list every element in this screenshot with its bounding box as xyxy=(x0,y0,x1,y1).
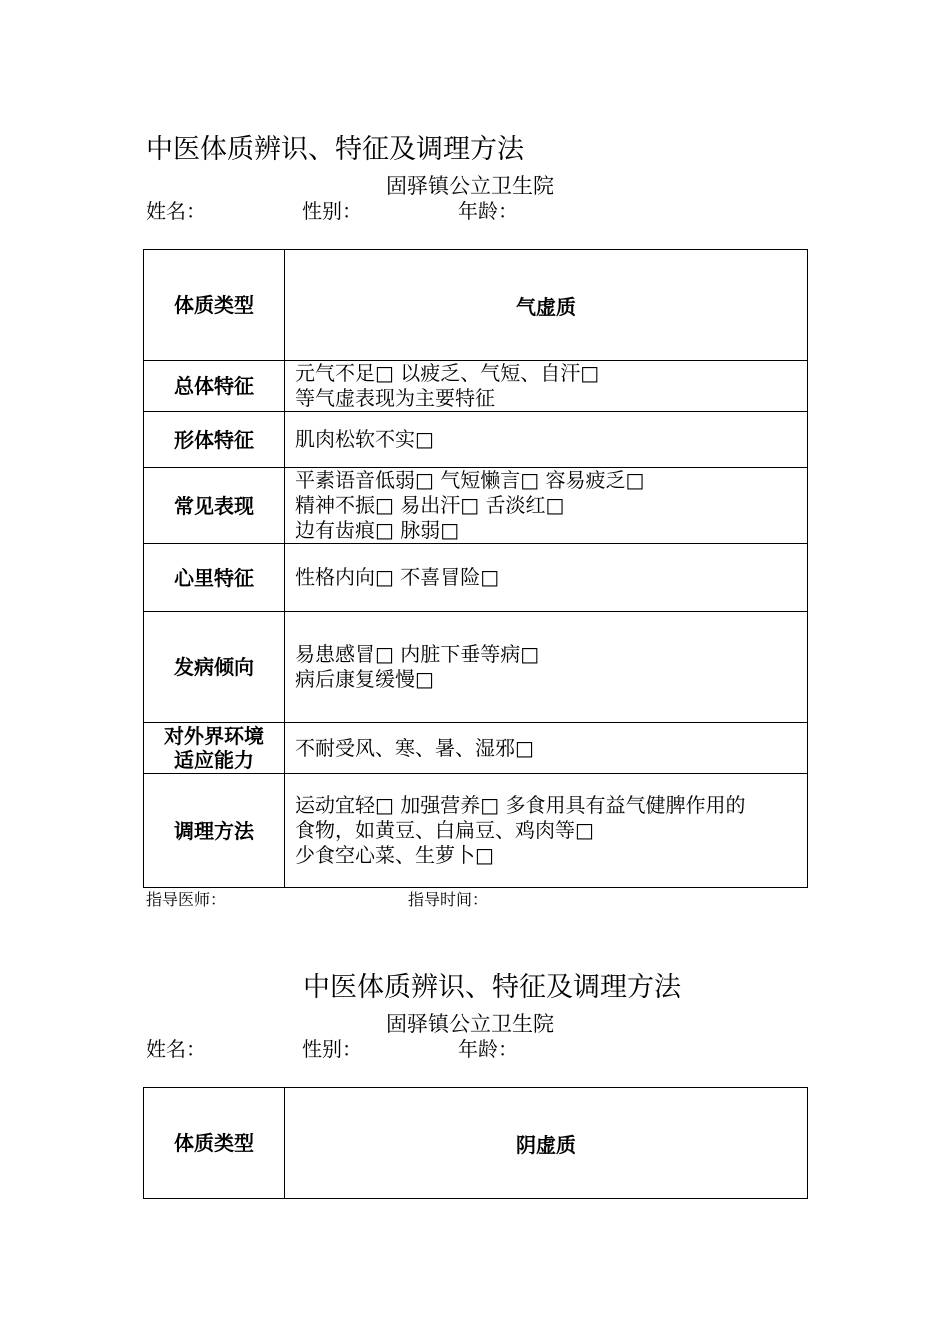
constitution-table xyxy=(143,249,808,888)
table-row xyxy=(144,412,808,468)
content-line: 边有齿痕□ 脉弱□ xyxy=(295,518,460,542)
content-line: 精神不振□ 易出汗□ 舌淡红□ xyxy=(295,493,565,517)
row-label: 调理方法 xyxy=(144,774,285,888)
table-row xyxy=(144,774,808,888)
content-line: 病后康复缓慢□ xyxy=(295,667,434,691)
table-row xyxy=(144,250,808,361)
gender-label: 性别： xyxy=(302,1037,362,1061)
constitution-type-value: 气虚质 xyxy=(285,250,808,361)
content-line: 食物，如黄豆、白扁豆、鸡肉等□ xyxy=(295,818,594,842)
table-row xyxy=(144,723,808,774)
row-label: 常见表现 xyxy=(144,468,285,544)
table-row xyxy=(144,544,808,612)
row-label: 体质类型 xyxy=(144,1088,285,1199)
form-title: 中医体质辨识、特征及调理方法 xyxy=(146,134,524,165)
row-label xyxy=(144,723,285,774)
content-line: 运动宜轻□ 加强营养□ 多食用具有益气健脾作用的 xyxy=(295,793,746,817)
row-label: 发病倾向 xyxy=(144,612,285,723)
name-label: 姓名： xyxy=(146,199,206,223)
hospital-name: 固驿镇公立卫生院 xyxy=(386,1012,554,1036)
form-title: 中医体质辨识、特征及调理方法 xyxy=(303,972,681,1003)
age-label: 年龄： xyxy=(458,1037,518,1061)
constitution-table xyxy=(143,1087,808,1199)
row-label-line: 对外界环境 xyxy=(164,724,264,748)
content-line: 性格内向□ 不喜冒险□ xyxy=(295,565,500,589)
content-line: 平素语音低弱□ 气短懒言□ 容易疲乏□ xyxy=(295,468,645,492)
content-line: 元气不足□ 以疲乏、气短、自汗□ xyxy=(295,361,600,385)
row-label: 总体特征 xyxy=(144,361,285,412)
table-row xyxy=(144,361,808,412)
content-line: 肌肉松软不实□ xyxy=(295,427,434,451)
row-content xyxy=(285,612,808,723)
table-row xyxy=(144,1088,808,1199)
content-line: 易患感冒□ 内脏下垂等病□ xyxy=(295,642,540,666)
row-label: 形体特征 xyxy=(144,412,285,468)
time-label: 指导时间： xyxy=(408,890,489,909)
table-row xyxy=(144,468,808,544)
name-label: 姓名： xyxy=(146,1037,206,1061)
content-line: 不耐受风、寒、暑、湿邪□ xyxy=(295,735,534,760)
row-content xyxy=(285,774,808,888)
gender-label: 性别： xyxy=(302,199,362,223)
row-label: 心里特征 xyxy=(144,544,285,612)
age-label: 年龄： xyxy=(458,199,518,223)
row-content xyxy=(285,361,808,412)
row-content xyxy=(285,723,808,774)
doctor-label: 指导医师： xyxy=(146,890,227,909)
constitution-type-value: 阴虚质 xyxy=(285,1088,808,1199)
row-label: 体质类型 xyxy=(144,250,285,361)
hospital-name: 固驿镇公立卫生院 xyxy=(386,174,554,198)
table-row xyxy=(144,612,808,723)
content-line: 等气虚表现为主要特征 xyxy=(295,386,495,410)
row-label-line: 适应能力 xyxy=(174,748,254,772)
row-content xyxy=(285,468,808,544)
row-content xyxy=(285,412,808,468)
row-content xyxy=(285,544,808,612)
content-line: 少食空心菜、生萝卜□ xyxy=(295,843,494,867)
